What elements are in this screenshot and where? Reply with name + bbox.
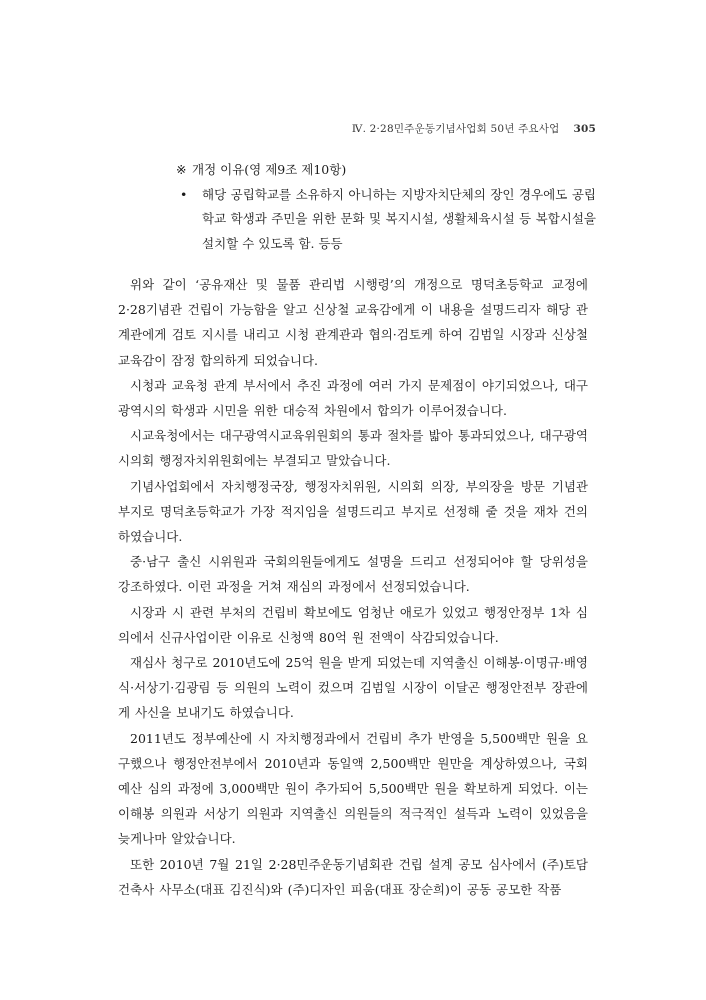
amendment-note — [150, 158, 596, 256]
note-bullet-item — [150, 183, 596, 257]
section-title: Ⅳ. 2·28민주운동기념사업회 50년 주요사업 — [351, 123, 560, 135]
paragraph: 중·남구 출신 시위원과 국회의원들에게도 설명을 드리고 선정되어야 할 당위성을 강조하였다. 이런 과정을 거쳐 재심의 과정에서 선정되었습니다. — [118, 554, 588, 595]
paragraph: 위와 같이 ‘공유재산 및 물품 관리법 시행령’의 개정으로 명덕초등학교 교정에 2·28기념관 건립이 가능함을 알고 신상철 교육감에게 이 내용을 설명드리자 해당 관계관에게 검토 지시를 내리고 시청 관계관과 협의·검토케 하여 김범일 시장과 신상철 교육감이 잠정 합의하게 되었습니다. — [118, 277, 588, 368]
paragraph: 재심사 청구로 2010년도에 25억 원을 받게 되었는데 지역출신 이해봉·이명규·배영식·서상기·김광림 등 의원의 노력이 컸으며 김범일 시장이 이달곤 행정안전부 장관에게 사신을 보내기도 하였습니다. — [118, 655, 588, 721]
note-title: 개정 이유(영 제9조 제10항) — [192, 162, 347, 177]
body-text — [118, 272, 588, 902]
bullet-icon: • — [180, 186, 188, 202]
paragraph: 시장과 시 관련 부처의 건립비 확보에도 엄청난 애로가 있었고 행정안정부 1차 심의에서 신규사업이란 이유로 신청액 80억 원 전액이 삭감되었습니다. — [118, 604, 588, 645]
paragraph: 시교육청에서는 대구광역시교육위원회의 통과 절차를 밟아 통과되었으나, 대구광역시의회 행정자치위원회에는 부결되고 말았습니다. — [118, 428, 588, 469]
note-item-text: 해당 공립학교를 소유하지 아니하는 지방자치단체의 장인 경우에도 공립학교 학생과 주민을 위한 문화 및 복지시설, 생활체육시설 등 복합시설을 설치할 수 있도록 함. 등등 — [202, 186, 596, 251]
paragraph: 2011년도 정부예산에 시 자치행정과에서 건립비 추가 반영을 5,500백만 원을 요구했으나 행정안전부에서 2010년과 동일액 2,500백만 원만을 계상하였으나, 국회 예산 심의 과정에 3,000백만 원이 추가되어 5,500백만 원을 확보하게 되었다. 이는 이해봉 의원과 서상기 의원과 지역출신 의원들의 적극적인 설득과 노력이 있었음을 늦게나마 알았습니다. — [118, 730, 588, 847]
note-heading — [150, 158, 596, 183]
page-number: 305 — [573, 123, 596, 135]
paragraph: 또한 2010년 7월 21일 2·28민주운동기념회관 건립 설계 공모 심사에서 (주)토담건축사 사무소(대표 김진식)와 (주)디자인 피움(대표 장순희)이 공동 공모한 작품 — [118, 856, 588, 897]
paragraph: 시청과 교육청 관계 부서에서 추진 과정에 여러 가지 문제점이 야기되었으나, 대구광역시의 학생과 시민을 위한 대승적 차원에서 합의가 이루어졌습니다. — [118, 377, 588, 419]
paragraph: 기념사업회에서 자치행정국장, 행정자치위원, 시의회 의장, 부의장을 방문 기념관 부지로 명덕초등학교가 가장 적지임을 설명드리고 부지로 선정해 줄 것을 재차 건의하였습니다. — [118, 478, 588, 545]
running-header — [352, 121, 596, 136]
reference-mark-icon: ※ — [176, 162, 187, 177]
